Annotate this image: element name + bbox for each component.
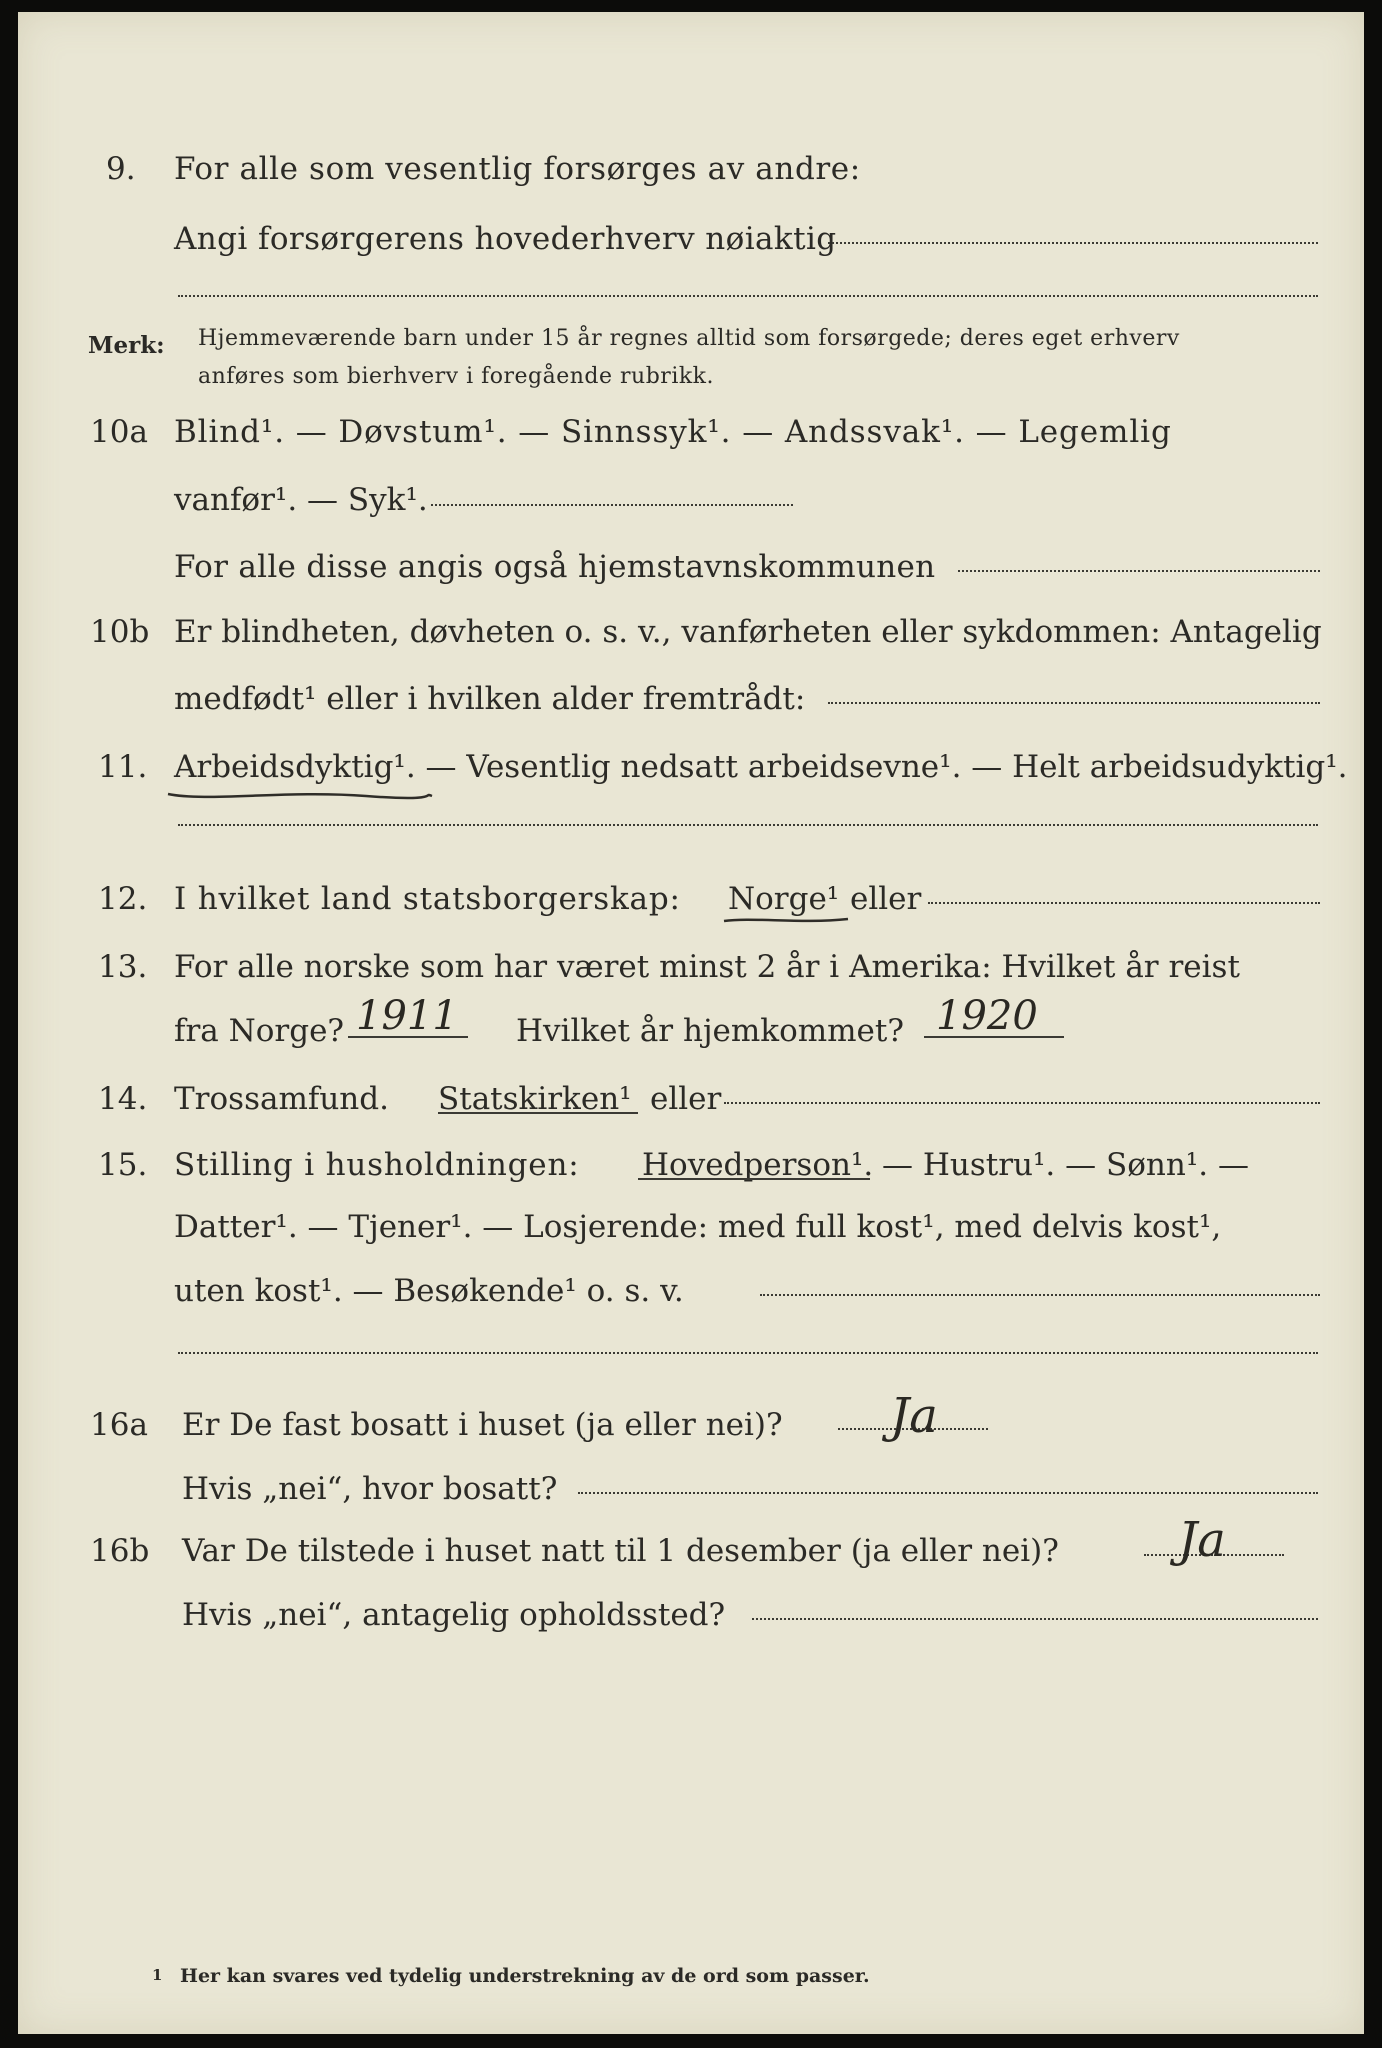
q16a-bosatt-answer-line[interactable]: [578, 1492, 1318, 1494]
q16a-answer: Ja: [890, 1388, 938, 1444]
q9-line2: Angi forsørgerens hovederhverv nøiaktig: [174, 221, 837, 257]
q13-line1: For alle norske som har været minst 2 år i Amerika: Hvilket år reist: [174, 949, 1240, 985]
q10a-line2: vanfør¹. — Syk¹.: [174, 482, 428, 518]
q15-answer-line[interactable]: [760, 1294, 1320, 1296]
q11-number: 11.: [98, 749, 148, 785]
q14-suffix: eller: [650, 1081, 722, 1117]
q10a-syk-answer-line[interactable]: [431, 504, 793, 506]
q10a-line1: Blind¹. — Døvstum¹. — Sinnssyk¹. — Andssvak¹. — Legemlig: [174, 414, 1172, 450]
q16a-number: 16a: [90, 1407, 148, 1443]
q16a-line1: Er De fast bosatt i huset (ja eller nei)?: [182, 1407, 783, 1443]
q10a-hjemstavn-answer-line[interactable]: [958, 570, 1320, 572]
q11-line1: Arbeidsdyktig¹. — Vesentlig nedsatt arbeidsevne¹. — Helt arbeidsudyktig¹.: [174, 749, 1348, 785]
q11-underline-mark: [166, 782, 436, 804]
q14-number: 14.: [98, 1081, 148, 1117]
q16b-line2: Hvis „nei“, antagelig opholdssted?: [182, 1597, 726, 1633]
q14-answer-line[interactable]: [724, 1102, 1320, 1104]
q16b-number: 16b: [90, 1533, 150, 1569]
q15-option-hovedperson: Hovedperson¹.: [642, 1147, 874, 1183]
merk-label: Merk:: [88, 332, 165, 359]
footnote-mark: 1: [152, 1966, 163, 1984]
q11-extra-answer-line[interactable]: [178, 824, 1318, 826]
q15-line1-a: Stilling i husholdningen:: [174, 1147, 580, 1183]
q13-line2-a: fra Norge?: [174, 1013, 345, 1049]
q16b-line1: Var De tilstede i huset natt til 1 desember (ja eller nei)?: [182, 1533, 1059, 1569]
q13-number: 13.: [98, 949, 148, 985]
footnote-text: Her kan svares ved tydelig understrekning av de ord som passer.: [180, 1965, 870, 1987]
q10b-number: 10b: [90, 614, 150, 650]
q10a-number: 10a: [90, 414, 148, 450]
q15-number: 15.: [98, 1147, 148, 1183]
q9-answer-line[interactable]: [828, 242, 1318, 244]
q13-line2-b: Hvilket år hjemkommet?: [516, 1013, 904, 1049]
q13-answer-year-left: 1911: [356, 993, 458, 1039]
merk-line2: anføres som bierhverv i foregående rubrikk.: [198, 364, 715, 389]
q9-extra-answer-line[interactable]: [178, 295, 1318, 297]
q13-year-returned-line[interactable]: [924, 1036, 1064, 1038]
census-form-page: [18, 12, 1364, 2034]
q15-line2: Datter¹. — Tjener¹. — Losjerende: med full kost¹, med delvis kost¹,: [174, 1209, 1222, 1245]
q16a-line2: Hvis „nei“, hvor bosatt?: [182, 1471, 558, 1507]
q10b-line2: medfødt¹ eller i hvilken alder fremtrådt:: [174, 681, 806, 717]
q15-underline-mark: [638, 1178, 870, 1180]
q14-prefix: Trossamfund.: [174, 1081, 389, 1117]
q10b-line1: Er blindheten, døvheten o. s. v., vanførheten eller sykdommen: Antagelig: [174, 614, 1322, 650]
q12-number: 12.: [98, 881, 148, 917]
q12-answer-line[interactable]: [928, 902, 1320, 904]
q14-underline-mark: [438, 1112, 638, 1114]
q16b-opholdssted-answer-line[interactable]: [752, 1618, 1318, 1620]
q15-line3: uten kost¹. — Besøkende¹ o. s. v.: [174, 1273, 684, 1309]
q12-option-norge: Norge¹: [728, 881, 840, 917]
q14-option-statskirken: Statskirken¹: [438, 1081, 632, 1117]
q13-answer-year-returned: 1920: [936, 993, 1038, 1039]
q12-prefix: I hvilket land statsborgerskap:: [174, 881, 681, 917]
q12-underline-mark: [722, 912, 852, 928]
q15-extra-answer-line[interactable]: [178, 1352, 1318, 1354]
merk-line1: Hjemmeværende barn under 15 år regnes alltid som forsørgede; deres eget erhverv: [198, 326, 1180, 351]
q9-line1: For alle som vesentlig forsørges av andre:: [174, 151, 861, 187]
q16b-answer: Ja: [1178, 1512, 1226, 1568]
q13-year-left-line[interactable]: [348, 1036, 468, 1038]
q10b-answer-line[interactable]: [828, 702, 1320, 704]
q12-suffix: eller: [850, 881, 922, 917]
q15-line1-b: — Hustru¹. — Sønn¹. —: [882, 1147, 1249, 1183]
q10a-line3: For alle disse angis også hjemstavnskommunen: [174, 549, 936, 585]
q9-number: 9.: [106, 151, 136, 187]
